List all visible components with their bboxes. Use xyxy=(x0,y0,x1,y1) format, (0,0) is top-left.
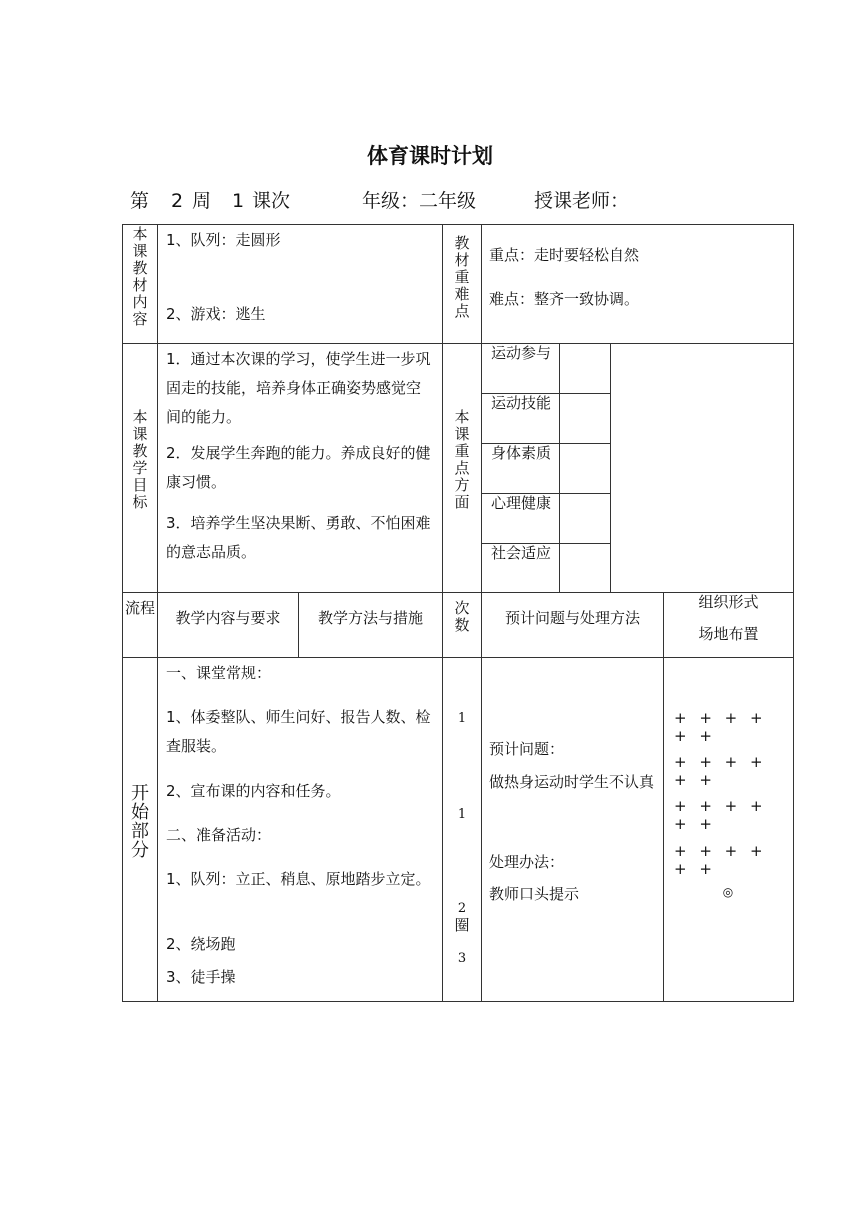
header-process: 流程 xyxy=(124,599,155,617)
difficulty-label: 教材重难点 xyxy=(454,234,470,320)
document-title: 体育课时计划 xyxy=(367,144,493,168)
content-item-2: 2、游戏：逃生 xyxy=(166,305,266,323)
content-item-1: 1、队列：走圆形 xyxy=(166,231,281,249)
formation-row-1: + + + + + + xyxy=(674,709,767,745)
goal-2: 2．发展学生奔跑的能力。养成良好的健康习惯。 xyxy=(166,444,431,491)
count-1: 1 xyxy=(457,711,467,726)
problem-label: 预计问题： xyxy=(489,740,565,758)
formation-row-2: + + + + + + xyxy=(674,753,767,789)
formation-row-4: + + + + + + xyxy=(674,842,767,878)
problem-text: 做热身运动时学生不认真 xyxy=(489,773,655,791)
start-heading-2: 二、准备活动： xyxy=(166,826,272,844)
header-method: 教学方法与措施 xyxy=(317,609,423,627)
start-item-3: 1、队列：立正、稍息、原地踏步立定。 xyxy=(166,870,431,888)
count-2: 1 xyxy=(457,807,467,822)
grade: 年级：二年级 xyxy=(362,190,477,212)
start-item-4: 2、绕场跑 xyxy=(166,935,236,953)
week-number: 2 xyxy=(171,190,184,212)
week-prefix: 第 xyxy=(130,190,150,212)
count-4: 3 xyxy=(457,951,467,966)
start-item-5: 3、徒手操 xyxy=(166,968,236,986)
key-point: 重点：走时要轻松自然 xyxy=(489,246,640,264)
aspect-4: 心理健康 xyxy=(490,494,551,512)
start-item-2: 2、宣布课的内容和任务。 xyxy=(166,782,341,800)
week-unit: 周 xyxy=(192,190,212,212)
aspect-2: 运动技能 xyxy=(490,394,551,412)
aspect-1: 运动参与 xyxy=(490,344,551,362)
count-3: 2 xyxy=(457,901,467,916)
start-section-label: 开始部分 xyxy=(131,783,149,861)
aspect-5: 社会适应 xyxy=(490,544,551,562)
teacher-label: 授课老师： xyxy=(534,190,630,212)
header-count: 次数 xyxy=(454,599,470,634)
formation-row-3: + + + + + + xyxy=(674,797,767,833)
header-org-line2: 场地布置 xyxy=(698,625,759,643)
goal-1: 1．通过本次课的学习，使学生进一步巩固走的技能，培养身体正确姿势感觉空间的能力。 xyxy=(166,350,431,426)
lesson-number: 1 xyxy=(232,190,245,212)
header-org-line1: 组织形式 xyxy=(698,593,759,611)
solution-label: 处理办法： xyxy=(489,853,565,871)
solution-text: 教师口头提示 xyxy=(489,885,580,903)
start-item-1: 1、体委整队、师生问好、报告人数、检查服装。 xyxy=(166,708,431,755)
focus-label: 本课重点方面 xyxy=(454,408,470,511)
goals-section-label: 本课教学目标 xyxy=(132,408,148,511)
aspect-3: 身体素质 xyxy=(490,444,551,462)
teacher-position-icon: ◎ xyxy=(722,885,734,899)
start-heading-1: 一、课堂常规： xyxy=(166,664,272,682)
count-3-unit: 圈 xyxy=(454,916,470,934)
content-section-label: 本课教材内容 xyxy=(132,225,148,328)
goal-3: 3．培养学生坚决果断、勇敢、不怕困难的意志品质。 xyxy=(166,514,431,561)
difficult-point: 难点：整齐一致协调。 xyxy=(489,290,640,308)
lesson-unit: 课次 xyxy=(252,190,291,212)
header-expected: 预计问题与处理方法 xyxy=(504,609,640,627)
header-content: 教学内容与要求 xyxy=(175,609,281,627)
